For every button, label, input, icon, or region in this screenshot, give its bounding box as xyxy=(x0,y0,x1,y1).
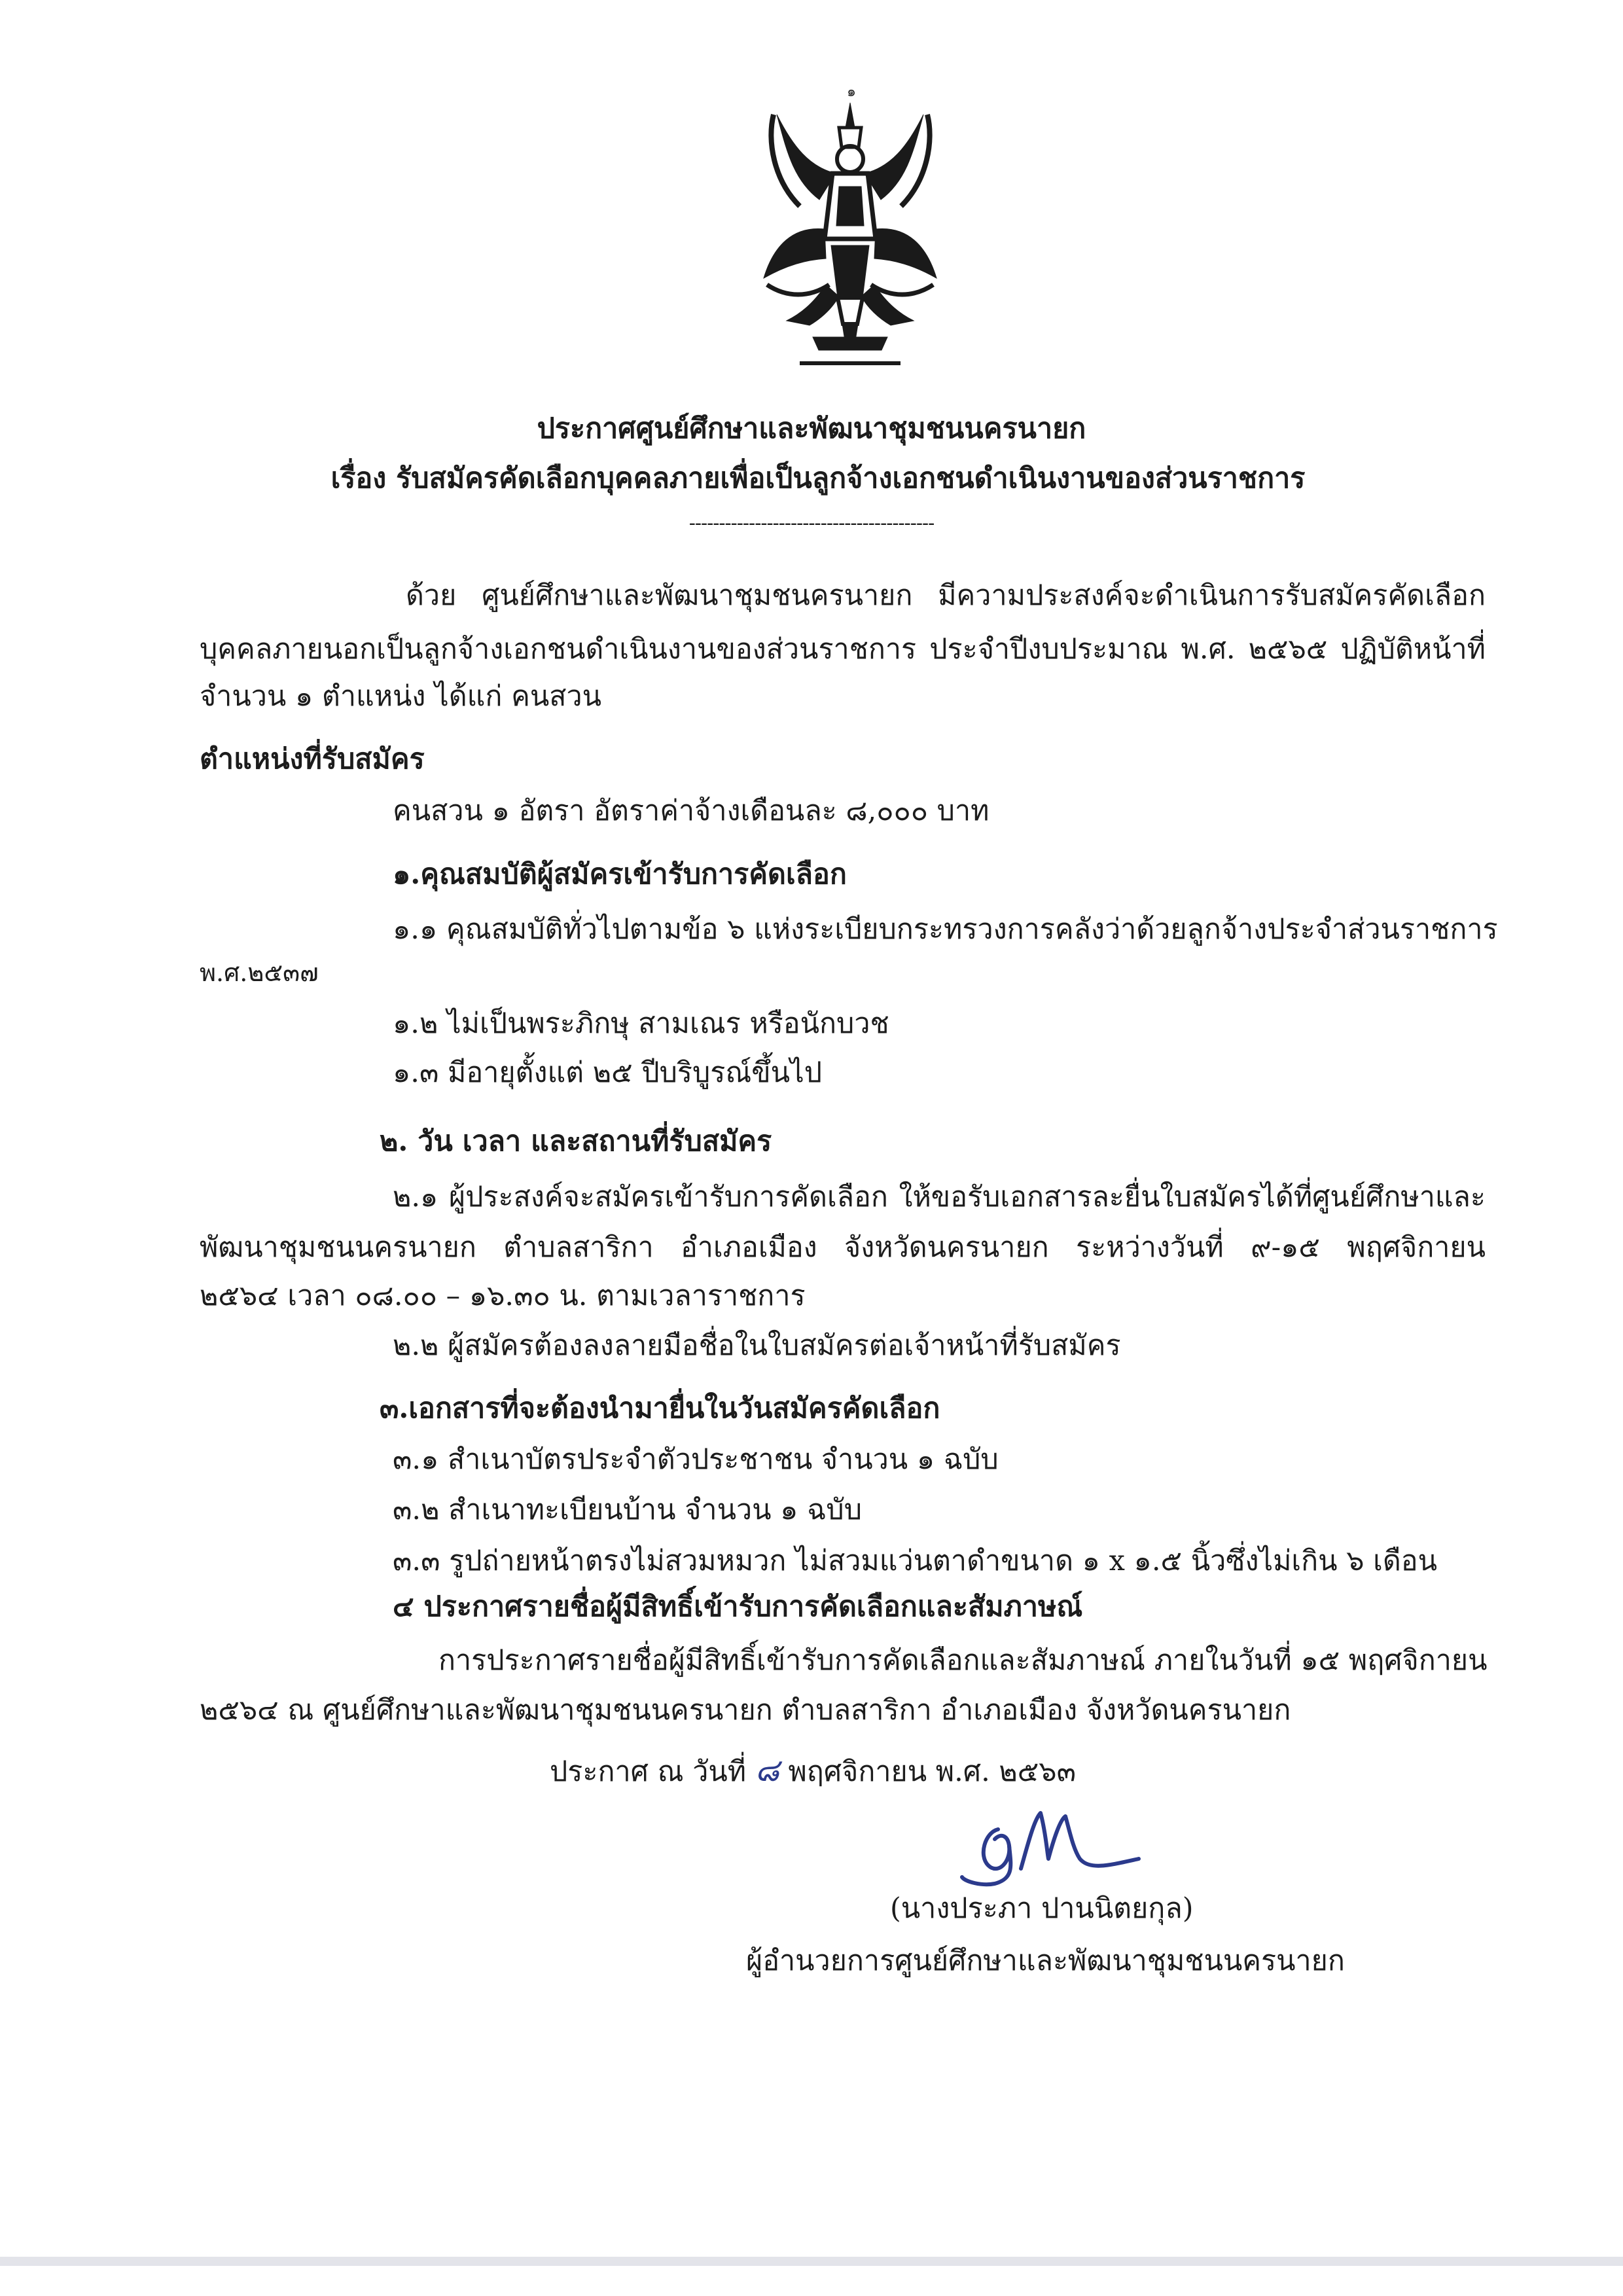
signatory-title: ผู้อำนวยการศูนย์ศึกษาและพัฒนาชุมชนนครนายก xyxy=(746,1945,1345,1977)
announcement-day: ๘ xyxy=(755,1752,779,1789)
garuda-emblem-icon xyxy=(747,88,954,376)
announcement-date-prefix: ประกาศ ณ วันที่ xyxy=(550,1755,747,1788)
announcement-date xyxy=(550,1751,1076,1791)
section-2-item-1-line-3: ๒๕๖๔ เวลา ๐๘.๐๐ – ๑๖.๓๐ น. ตามเวลาราชการ xyxy=(200,1280,806,1312)
position-detail: คนสวน ๑ อัตรา อัตราค่าจ้างเดือนละ ๘,๐๐๐ บาท xyxy=(393,795,990,827)
section-2-item-2: ๒.๒ ผู้สมัครต้องลงลายมือชื่อในใบสมัครต่อเจ้าหน้าที่รับสมัคร xyxy=(393,1329,1121,1362)
section-3-item-2: ๓.๒ สำเนาทะเบียนบ้าน จำนวน ๑ ฉบับ xyxy=(393,1494,863,1526)
section-1-item-3: ๑.๓ มีอายุตั้งแต่ ๒๕ ปีบริบูรณ์ขึ้นไป xyxy=(393,1056,823,1089)
section-1-item-1-line-2: พ.ศ.๒๕๓๗ xyxy=(200,958,319,987)
section-3-item-3: ๓.๓ รูปถ่ายหน้าตรงไม่สวมหมวก ไม่สวมแว่นตาดำขนาด ๑ x ๑.๕ นิ้วซึ่งไม่เกิน ๖ เดือน xyxy=(393,1545,1438,1577)
page-bottom-rule xyxy=(0,2257,1623,2266)
intro-line-1: ด้วย ศูนย์ศึกษาและพัฒนาชุมชนครนายก มีความประสงค์จะดำเนินการรับสมัครคัดเลือก xyxy=(406,579,1486,612)
intro-line-2: บุคคลภายนอกเป็นลูกจ้างเอกชนดำเนินงานของส่วนราชการ ประจำปีงบประมาณ พ.ศ. ๒๕๖๕ ปฏิบัติหน้าที่ xyxy=(200,633,1486,666)
section-2-heading: ๒. วัน เวลา และสถานที่รับสมัคร xyxy=(380,1125,772,1158)
title-separator: ----------------------------------------- xyxy=(688,512,935,535)
section-1-item-2: ๑.๒ ไม่เป็นพระภิกษุ สามเณร หรือนักบวช xyxy=(393,1007,889,1040)
signature-icon xyxy=(949,1793,1145,1905)
signatory-name: (นางประภา ปานนิตยกุล) xyxy=(890,1892,1194,1925)
seal-top-mark: ๑ xyxy=(847,88,856,100)
section-3-heading: ๓.เอกสารที่จะต้องนำมายื่นในวันสมัครคัดเลือก xyxy=(380,1392,940,1425)
section-2-item-1-line-1: ๒.๑ ผู้ประสงค์จะสมัครเข้ารับการคัดเลือก ให้ขอรับเอกสารละยื่นใบสมัครได้ที่ศูนย์ศึกษาและ xyxy=(393,1181,1486,1213)
intro-line-3: จำนวน ๑ ตำแหน่ง ได้แก่ คนสวน xyxy=(200,680,602,713)
section-4-line-2: ๒๕๖๔ ณ ศูนย์ศึกษาและพัฒนาชุมชนนครนายก ตำบลสาริกา อำเภอเมือง จังหวัดนครนายก xyxy=(200,1694,1291,1727)
section-1-item-1-line-1: ๑.๑ คุณสมบัติทั่วไปตามข้อ ๖ แห่งระเบียบกระทรวงการคลังว่าด้วยลูกจ้างประจำส่วนราชการ xyxy=(393,913,1498,946)
section-4-heading: ๔ ประกาศรายชื่อผู้มีสิทธิ์เข้ารับการคัดเลือกและสัมภาษณ์ xyxy=(393,1590,1083,1623)
announcement-title: ประกาศศูนย์ศึกษาและพัฒนาชุมชนนครนายก xyxy=(537,412,1086,445)
position-heading: ตำแหน่งที่รับสมัคร xyxy=(200,743,425,776)
section-3-item-1: ๓.๑ สำเนาบัตรประจำตัวประชาชน จำนวน ๑ ฉบับ xyxy=(393,1443,999,1476)
section-4-line-1: การประกาศรายชื่อผู้มีสิทธิ์เข้ารับการคัดเลือกและสัมภาษณ์ ภายในวันที่ ๑๕ พฤศจิกายน xyxy=(438,1644,1488,1677)
announcement-subject: เรื่อง รับสมัครคัดเลือกบุคคลภายเพื่อเป็นลูกจ้างเอกชนดำเนินงานของส่วนราชการ xyxy=(330,462,1306,495)
section-2-item-1-line-2: พัฒนาชุมชนนครนายก ตำบลสาริกา อำเภอเมือง จังหวัดนครนายก ระหว่างวันที่ ๙-๑๕ พฤศจิกายน xyxy=(200,1231,1486,1264)
announcement-date-suffix: พฤศจิกายน พ.ศ. ๒๕๖๓ xyxy=(788,1755,1076,1788)
section-1-heading: ๑.คุณสมบัติผู้สมัครเข้ารับการคัดเลือก xyxy=(393,858,847,891)
